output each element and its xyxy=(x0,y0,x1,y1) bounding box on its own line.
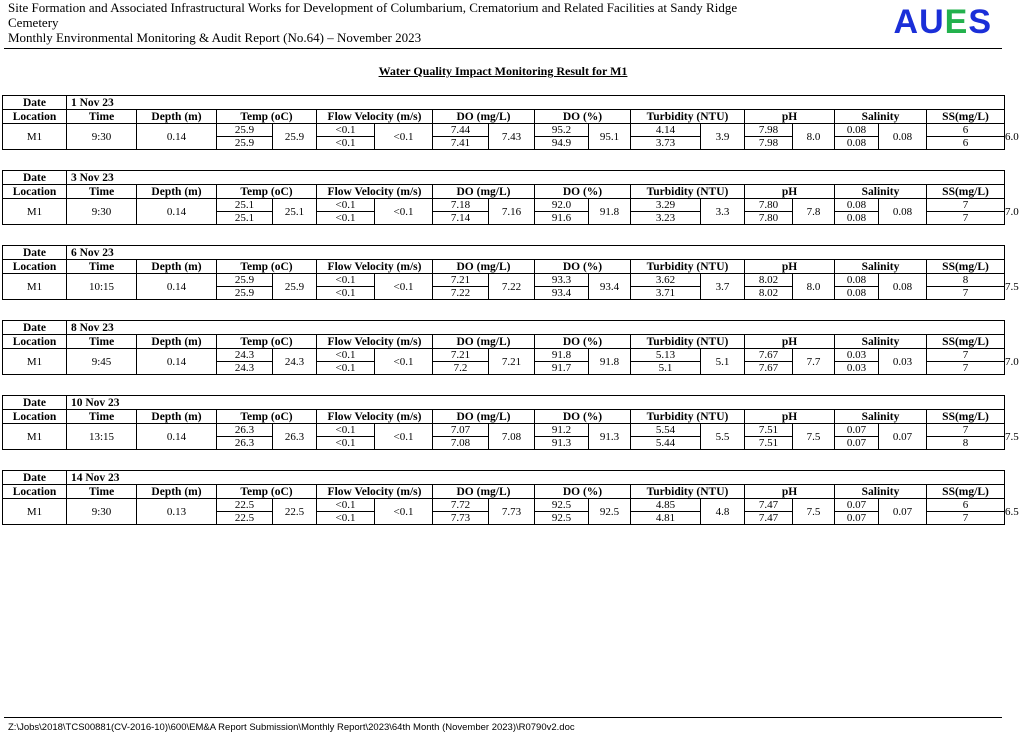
column-header-temp: Temp (oC) xyxy=(217,335,317,349)
do_pct-average: 95.1 xyxy=(589,124,631,150)
sal-average: 0.03 xyxy=(879,349,927,375)
column-header-salinity: Salinity xyxy=(835,335,927,349)
sal-reading-1: 0.03 xyxy=(835,349,879,362)
sal-average: 0.08 xyxy=(879,124,927,150)
do_pct-average: 91.8 xyxy=(589,199,631,225)
temp-reading-1: 25.1 xyxy=(217,199,273,212)
date-value: 14 Nov 23 xyxy=(67,471,137,485)
do_pct-average: 92.5 xyxy=(589,499,631,525)
ss-reading-2: 7 xyxy=(927,212,1005,225)
depth-value: 0.13 xyxy=(137,499,217,525)
column-header-salinity: Salinity xyxy=(835,410,927,424)
do_mgl-average: 7.22 xyxy=(489,274,535,300)
ss-reading-2: 7 xyxy=(927,287,1005,300)
column-header-ss: SS(mg/L) xyxy=(927,410,1005,424)
column-header-location: Location xyxy=(3,485,67,499)
ss-reading-2: 6 xyxy=(927,137,1005,150)
do_pct-reading-2: 91.6 xyxy=(535,212,589,225)
ph-reading-2: 8.02 xyxy=(745,287,793,300)
ss-reading-1: 6 xyxy=(927,499,1005,512)
monitoring-block xyxy=(2,470,1019,525)
water-quality-table xyxy=(2,395,1019,450)
time-value: 9:30 xyxy=(67,124,137,150)
turb-reading-1: 3.29 xyxy=(631,199,701,212)
column-header-time: Time xyxy=(67,185,137,199)
column-header-ph: pH xyxy=(745,110,835,124)
turb-average: 3.9 xyxy=(701,124,745,150)
do_mgl-reading-1: 7.44 xyxy=(433,124,489,137)
flow-average: <0.1 xyxy=(375,499,433,525)
depth-value: 0.14 xyxy=(137,199,217,225)
column-header-time: Time xyxy=(67,410,137,424)
column-header-ph: pH xyxy=(745,260,835,274)
column-header-do-mgl: DO (mg/L) xyxy=(433,185,535,199)
do_mgl-reading-1: 7.21 xyxy=(433,349,489,362)
date-row-filler xyxy=(137,96,1005,110)
do_mgl-reading-2: 7.22 xyxy=(433,287,489,300)
ss-reading-1: 7 xyxy=(927,349,1005,362)
header-row xyxy=(3,260,1005,274)
date-label: Date xyxy=(3,96,67,110)
column-header-do-mgl: DO (mg/L) xyxy=(433,110,535,124)
ph-reading-1: 8.02 xyxy=(745,274,793,287)
flow-reading-1: <0.1 xyxy=(317,499,375,512)
column-header-turbidity: Turbidity (NTU) xyxy=(631,335,745,349)
date-row xyxy=(3,321,1005,335)
sal-reading-2: 0.07 xyxy=(835,437,879,450)
column-header-ph: pH xyxy=(745,485,835,499)
column-header-turbidity: Turbidity (NTU) xyxy=(631,485,745,499)
temp-average: 24.3 xyxy=(273,349,317,375)
flow-reading-1: <0.1 xyxy=(317,199,375,212)
column-header-location: Location xyxy=(3,335,67,349)
water-quality-table xyxy=(2,245,1019,300)
date-row-filler xyxy=(137,321,1005,335)
column-header-depth: Depth (m) xyxy=(137,410,217,424)
column-header-ph: pH xyxy=(745,335,835,349)
sal-reading-1: 0.08 xyxy=(835,274,879,287)
temp-average: 25.1 xyxy=(273,199,317,225)
column-header-flow-velocity: Flow Velocity (m/s) xyxy=(317,185,433,199)
date-value: 6 Nov 23 xyxy=(67,246,137,260)
do_mgl-average: 7.16 xyxy=(489,199,535,225)
aues-logo: AUES xyxy=(893,3,992,41)
do_mgl-reading-2: 7.2 xyxy=(433,362,489,375)
date-row-filler xyxy=(137,396,1005,410)
date-label: Date xyxy=(3,396,67,410)
date-row-filler xyxy=(137,471,1005,485)
reading-row-1: M1 10:15 0.14 25.9 25.9 <0.1 <0.1 7.21 7.22 93.3 93.4 3.62 3.7 8.02 8.0 0.08 0.08 8 7.5 xyxy=(3,274,1005,287)
turb-average: 4.8 xyxy=(701,499,745,525)
sal-average: 0.08 xyxy=(879,199,927,225)
header-row xyxy=(3,335,1005,349)
date-value: 8 Nov 23 xyxy=(67,321,137,335)
column-header-depth: Depth (m) xyxy=(137,185,217,199)
water-quality-table xyxy=(2,95,1019,150)
turb-average: 5.5 xyxy=(701,424,745,450)
flow-average: <0.1 xyxy=(375,424,433,450)
turb-reading-1: 5.13 xyxy=(631,349,701,362)
location-value: M1 xyxy=(3,424,67,450)
monitoring-block xyxy=(2,245,1019,300)
column-header-time: Time xyxy=(67,110,137,124)
column-header-flow-velocity: Flow Velocity (m/s) xyxy=(317,485,433,499)
ph-reading-2: 7.80 xyxy=(745,212,793,225)
date-row xyxy=(3,96,1005,110)
ss-reading-1: 7 xyxy=(927,199,1005,212)
column-header-flow-velocity: Flow Velocity (m/s) xyxy=(317,260,433,274)
do_pct-reading-1: 95.2 xyxy=(535,124,589,137)
do_mgl-reading-2: 7.14 xyxy=(433,212,489,225)
flow-average: <0.1 xyxy=(375,349,433,375)
reading-row-1: M1 9:30 0.13 22.5 22.5 <0.1 <0.1 7.72 7.73 92.5 92.5 4.85 4.8 7.47 7.5 0.07 0.07 6 6.5 xyxy=(3,499,1005,512)
column-header-do-percent: DO (%) xyxy=(535,410,631,424)
header-row xyxy=(3,110,1005,124)
column-header-flow-velocity: Flow Velocity (m/s) xyxy=(317,335,433,349)
sal-reading-2: 0.08 xyxy=(835,212,879,225)
date-value: 10 Nov 23 xyxy=(67,396,137,410)
temp-average: 22.5 xyxy=(273,499,317,525)
column-header-temp: Temp (oC) xyxy=(217,110,317,124)
do_pct-reading-2: 91.3 xyxy=(535,437,589,450)
do_pct-average: 91.3 xyxy=(589,424,631,450)
column-header-time: Time xyxy=(67,485,137,499)
do_mgl-reading-1: 7.72 xyxy=(433,499,489,512)
date-value: 1 Nov 23 xyxy=(67,96,137,110)
footer-divider xyxy=(4,717,1002,718)
column-header-salinity: Salinity xyxy=(835,485,927,499)
do_pct-reading-1: 92.5 xyxy=(535,499,589,512)
column-header-depth: Depth (m) xyxy=(137,485,217,499)
column-header-turbidity: Turbidity (NTU) xyxy=(631,185,745,199)
sal-average: 0.07 xyxy=(879,499,927,525)
turb-reading-2: 4.81 xyxy=(631,512,701,525)
do_pct-average: 91.8 xyxy=(589,349,631,375)
temp-reading-2: 26.3 xyxy=(217,437,273,450)
column-header-depth: Depth (m) xyxy=(137,110,217,124)
do_mgl-reading-1: 7.21 xyxy=(433,274,489,287)
location-value: M1 xyxy=(3,124,67,150)
do_pct-average: 93.4 xyxy=(589,274,631,300)
water-quality-table xyxy=(2,170,1019,225)
ss-reading-1: 8 xyxy=(927,274,1005,287)
time-value: 10:15 xyxy=(67,274,137,300)
turb-reading-2: 5.44 xyxy=(631,437,701,450)
header-row xyxy=(3,485,1005,499)
column-header-turbidity: Turbidity (NTU) xyxy=(631,410,745,424)
date-label: Date xyxy=(3,246,67,260)
temp-average: 26.3 xyxy=(273,424,317,450)
date-row xyxy=(3,171,1005,185)
flow-average: <0.1 xyxy=(375,124,433,150)
do_pct-reading-1: 93.3 xyxy=(535,274,589,287)
depth-value: 0.14 xyxy=(137,124,217,150)
column-header-do-percent: DO (%) xyxy=(535,485,631,499)
monitoring-block xyxy=(2,395,1019,450)
depth-value: 0.14 xyxy=(137,424,217,450)
temp-reading-1: 25.9 xyxy=(217,274,273,287)
column-header-turbidity: Turbidity (NTU) xyxy=(631,260,745,274)
do_mgl-reading-2: 7.41 xyxy=(433,137,489,150)
do_mgl-reading-1: 7.18 xyxy=(433,199,489,212)
sal-reading-1: 0.08 xyxy=(835,124,879,137)
column-header-temp: Temp (oC) xyxy=(217,485,317,499)
date-row xyxy=(3,471,1005,485)
column-header-flow-velocity: Flow Velocity (m/s) xyxy=(317,410,433,424)
temp-reading-1: 26.3 xyxy=(217,424,273,437)
column-header-do-mgl: DO (mg/L) xyxy=(433,260,535,274)
location-value: M1 xyxy=(3,199,67,225)
ph-average: 7.8 xyxy=(793,199,835,225)
temp-reading-1: 25.9 xyxy=(217,124,273,137)
flow-reading-2: <0.1 xyxy=(317,512,375,525)
column-header-ss: SS(mg/L) xyxy=(927,185,1005,199)
column-header-location: Location xyxy=(3,260,67,274)
flow-reading-1: <0.1 xyxy=(317,124,375,137)
turb-reading-1: 3.62 xyxy=(631,274,701,287)
ph-reading-1: 7.80 xyxy=(745,199,793,212)
location-value: M1 xyxy=(3,349,67,375)
column-header-do-mgl: DO (mg/L) xyxy=(433,485,535,499)
ph-reading-1: 7.98 xyxy=(745,124,793,137)
ph-average: 8.0 xyxy=(793,274,835,300)
header-divider xyxy=(4,48,1002,49)
report-title: Water Quality Impact Monitoring Result for M1 xyxy=(378,64,628,78)
column-header-turbidity: Turbidity (NTU) xyxy=(631,110,745,124)
sal-reading-1: 0.08 xyxy=(835,199,879,212)
temp-reading-2: 24.3 xyxy=(217,362,273,375)
flow-reading-2: <0.1 xyxy=(317,212,375,225)
column-header-depth: Depth (m) xyxy=(137,260,217,274)
column-header-temp: Temp (oC) xyxy=(217,185,317,199)
date-row xyxy=(3,246,1005,260)
temp-reading-1: 22.5 xyxy=(217,499,273,512)
location-value: M1 xyxy=(3,499,67,525)
date-row-filler xyxy=(137,246,1005,260)
do_mgl-reading-1: 7.07 xyxy=(433,424,489,437)
column-header-location: Location xyxy=(3,110,67,124)
location-value: M1 xyxy=(3,274,67,300)
column-header-do-percent: DO (%) xyxy=(535,335,631,349)
ph-average: 8.0 xyxy=(793,124,835,150)
flow-reading-2: <0.1 xyxy=(317,287,375,300)
time-value: 9:30 xyxy=(67,499,137,525)
flow-reading-2: <0.1 xyxy=(317,437,375,450)
time-value: 13:15 xyxy=(67,424,137,450)
sal-reading-1: 0.07 xyxy=(835,499,879,512)
do_mgl-average: 7.21 xyxy=(489,349,535,375)
do_mgl-average: 7.73 xyxy=(489,499,535,525)
column-header-do-mgl: DO (mg/L) xyxy=(433,410,535,424)
sal-average: 0.07 xyxy=(879,424,927,450)
column-header-temp: Temp (oC) xyxy=(217,260,317,274)
temp-average: 25.9 xyxy=(273,124,317,150)
flow-average: <0.1 xyxy=(375,199,433,225)
header-row xyxy=(3,185,1005,199)
reading-row-1: M1 13:15 0.14 26.3 26.3 <0.1 <0.1 7.07 7.08 91.2 91.3 5.54 5.5 7.51 7.5 0.07 0.07 7 7.5 xyxy=(3,424,1005,437)
date-label: Date xyxy=(3,171,67,185)
ss-reading-1: 7 xyxy=(927,424,1005,437)
flow-reading-2: <0.1 xyxy=(317,137,375,150)
do_pct-reading-1: 92.0 xyxy=(535,199,589,212)
do_mgl-average: 7.08 xyxy=(489,424,535,450)
sal-reading-2: 0.08 xyxy=(835,287,879,300)
temp-reading-2: 25.1 xyxy=(217,212,273,225)
sal-reading-2: 0.07 xyxy=(835,512,879,525)
reading-row-1: M1 9:45 0.14 24.3 24.3 <0.1 <0.1 7.21 7.21 91.8 91.8 5.13 5.1 7.67 7.7 0.03 0.03 7 7.0 xyxy=(3,349,1005,362)
turb-average: 3.7 xyxy=(701,274,745,300)
column-header-location: Location xyxy=(3,185,67,199)
reading-row-1: M1 9:30 0.14 25.9 25.9 <0.1 <0.1 7.44 7.43 95.2 95.1 4.14 3.9 7.98 8.0 0.08 0.08 6 6.0 xyxy=(3,124,1005,137)
ph-reading-1: 7.51 xyxy=(745,424,793,437)
column-header-do-percent: DO (%) xyxy=(535,260,631,274)
date-row xyxy=(3,396,1005,410)
monitoring-block xyxy=(2,170,1019,225)
sal-average: 0.08 xyxy=(879,274,927,300)
turb-reading-2: 3.71 xyxy=(631,287,701,300)
date-value: 3 Nov 23 xyxy=(67,171,137,185)
ss-reading-2: 7 xyxy=(927,362,1005,375)
turb-reading-2: 5.1 xyxy=(631,362,701,375)
flow-reading-2: <0.1 xyxy=(317,362,375,375)
do_mgl-reading-2: 7.73 xyxy=(433,512,489,525)
monitoring-block xyxy=(2,320,1019,375)
column-header-do-percent: DO (%) xyxy=(535,185,631,199)
do_pct-reading-2: 94.9 xyxy=(535,137,589,150)
document-header xyxy=(8,0,998,48)
column-header-time: Time xyxy=(67,335,137,349)
water-quality-table xyxy=(2,470,1019,525)
column-header-salinity: Salinity xyxy=(835,260,927,274)
temp-reading-1: 24.3 xyxy=(217,349,273,362)
ss-reading-2: 8 xyxy=(927,437,1005,450)
flow-reading-1: <0.1 xyxy=(317,424,375,437)
header-text xyxy=(8,0,868,45)
ss-reading-2: 7 xyxy=(927,512,1005,525)
flow-reading-1: <0.1 xyxy=(317,349,375,362)
sal-reading-1: 0.07 xyxy=(835,424,879,437)
temp-reading-2: 22.5 xyxy=(217,512,273,525)
column-header-ss: SS(mg/L) xyxy=(927,110,1005,124)
turb-reading-1: 5.54 xyxy=(631,424,701,437)
turb-average: 5.1 xyxy=(701,349,745,375)
turb-average: 3.3 xyxy=(701,199,745,225)
ph-average: 7.5 xyxy=(793,424,835,450)
header-line-3: Monthly Environmental Monitoring & Audit Report (No.64) – November 2023 xyxy=(8,30,422,45)
column-header-ss: SS(mg/L) xyxy=(927,260,1005,274)
turb-reading-1: 4.85 xyxy=(631,499,701,512)
ph-average: 7.5 xyxy=(793,499,835,525)
water-quality-table xyxy=(2,320,1019,375)
turb-reading-1: 4.14 xyxy=(631,124,701,137)
column-header-salinity: Salinity xyxy=(835,185,927,199)
monitoring-block xyxy=(2,95,1019,150)
header-line-1: Site Formation and Associated Infrastructural Works for Development of Columbarium, Crematorium and Related Facilities at Sandy Ridge xyxy=(8,0,738,15)
flow-reading-1: <0.1 xyxy=(317,274,375,287)
ph-reading-2: 7.67 xyxy=(745,362,793,375)
do_pct-reading-1: 91.2 xyxy=(535,424,589,437)
time-value: 9:45 xyxy=(67,349,137,375)
do_mgl-average: 7.43 xyxy=(489,124,535,150)
depth-value: 0.14 xyxy=(137,274,217,300)
do_pct-reading-2: 93.4 xyxy=(535,287,589,300)
flow-average: <0.1 xyxy=(375,274,433,300)
column-header-ss: SS(mg/L) xyxy=(927,335,1005,349)
temp-reading-2: 25.9 xyxy=(217,137,273,150)
date-row-filler xyxy=(137,171,1005,185)
sal-reading-2: 0.03 xyxy=(835,362,879,375)
do_pct-reading-2: 91.7 xyxy=(535,362,589,375)
column-header-temp: Temp (oC) xyxy=(217,410,317,424)
ph-reading-2: 7.51 xyxy=(745,437,793,450)
ph-average: 7.7 xyxy=(793,349,835,375)
time-value: 9:30 xyxy=(67,199,137,225)
turb-reading-2: 3.73 xyxy=(631,137,701,150)
column-header-depth: Depth (m) xyxy=(137,335,217,349)
ph-reading-1: 7.67 xyxy=(745,349,793,362)
date-label: Date xyxy=(3,321,67,335)
date-label: Date xyxy=(3,471,67,485)
do_mgl-reading-2: 7.08 xyxy=(433,437,489,450)
column-header-salinity: Salinity xyxy=(835,110,927,124)
column-header-ph: pH xyxy=(745,410,835,424)
do_pct-reading-1: 91.8 xyxy=(535,349,589,362)
ph-reading-1: 7.47 xyxy=(745,499,793,512)
turb-reading-2: 3.23 xyxy=(631,212,701,225)
temp-average: 25.9 xyxy=(273,274,317,300)
column-header-ph: pH xyxy=(745,185,835,199)
ph-reading-2: 7.47 xyxy=(745,512,793,525)
depth-value: 0.14 xyxy=(137,349,217,375)
reading-row-1: M1 9:30 0.14 25.1 25.1 <0.1 <0.1 7.18 7.16 92.0 91.8 3.29 3.3 7.80 7.8 0.08 0.08 7 7.0 xyxy=(3,199,1005,212)
column-header-do-mgl: DO (mg/L) xyxy=(433,335,535,349)
column-header-ss: SS(mg/L) xyxy=(927,485,1005,499)
header-row xyxy=(3,410,1005,424)
header-line-2: Cemetery xyxy=(8,15,59,30)
do_pct-reading-2: 92.5 xyxy=(535,512,589,525)
sal-reading-2: 0.08 xyxy=(835,137,879,150)
column-header-flow-velocity: Flow Velocity (m/s) xyxy=(317,110,433,124)
temp-reading-2: 25.9 xyxy=(217,287,273,300)
column-header-time: Time xyxy=(67,260,137,274)
ss-reading-1: 6 xyxy=(927,124,1005,137)
column-header-location: Location xyxy=(3,410,67,424)
column-header-do-percent: DO (%) xyxy=(535,110,631,124)
ph-reading-2: 7.98 xyxy=(745,137,793,150)
footer-file-path: Z:\Jobs\2018\TCS00881(CV-2016-10)\600\EM&A Report Submission\Monthly Report\2023\64th Month (November 2023)\R0790v2.doc xyxy=(8,722,575,733)
